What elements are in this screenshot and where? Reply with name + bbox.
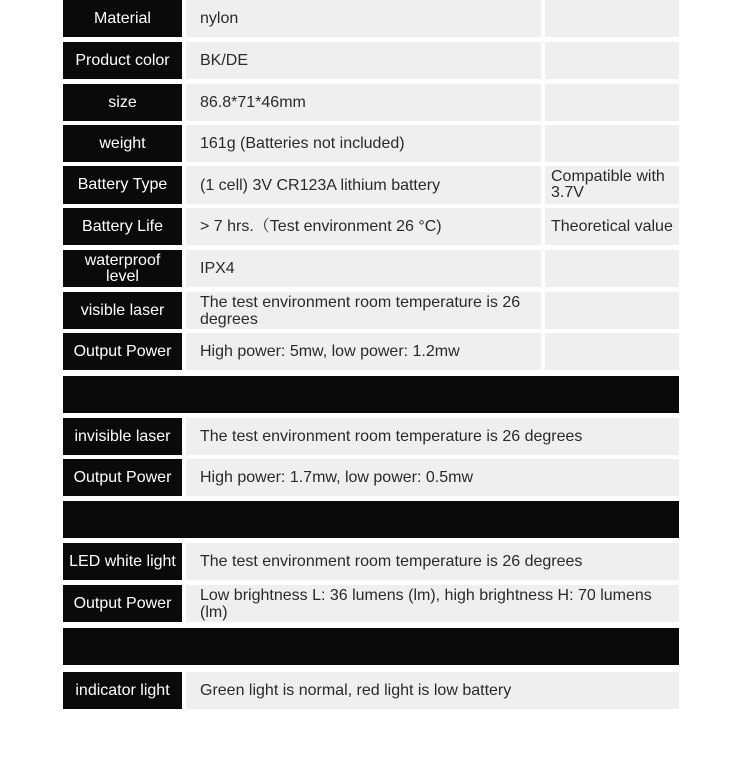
section-divider-band [63, 628, 679, 665]
section-divider-band [63, 501, 679, 538]
spec-label: Output Power [63, 585, 182, 622]
spec-value: 161g (Batteries not included) [186, 125, 541, 162]
spec-note [545, 125, 679, 162]
spec-label: indicator light [63, 672, 182, 709]
spec-label: Battery Life [63, 208, 182, 245]
spec-label: visible laser [63, 292, 182, 329]
spec-label: invisible laser [63, 418, 182, 455]
spec-label: LED white light [63, 543, 182, 580]
spec-note [545, 292, 679, 329]
spec-row-weight [63, 125, 679, 162]
spec-value: (1 cell) 3V CR123A lithium battery [186, 166, 541, 204]
spec-row-invisible-laser [63, 418, 679, 455]
spec-label: size [63, 84, 182, 121]
spec-note [545, 333, 679, 370]
spec-label: Material [63, 0, 182, 37]
spec-value: The test environment room temperature is 26 degrees [186, 292, 541, 329]
spec-row-led-output-power [63, 585, 679, 622]
spec-row-product-color [63, 42, 679, 79]
spec-value: High power: 5mw, low power: 1.2mw [186, 333, 541, 370]
spec-row-output-power [63, 333, 679, 370]
spec-value: IPX4 [186, 250, 541, 287]
spec-value: The test environment room temperature is 26 degrees [186, 418, 679, 455]
spec-value: nylon [186, 0, 541, 37]
spec-value: Green light is normal, red light is low battery [186, 672, 679, 709]
spec-label: Product color [63, 42, 182, 79]
spec-row-battery-life [63, 208, 679, 245]
spec-note [545, 42, 679, 79]
section-divider-band [63, 376, 679, 413]
spec-note: Theoretical value [545, 208, 679, 245]
spec-row-invisible-output-power [63, 459, 679, 496]
spec-value: > 7 hrs.（Test environment 26 °C) [186, 208, 541, 245]
spec-label: waterproof level [63, 250, 182, 287]
spec-note [545, 84, 679, 121]
spec-label: Output Power [63, 333, 182, 370]
spec-row-size [63, 84, 679, 121]
spec-value: BK/DE [186, 42, 541, 79]
spec-value: The test environment room temperature is 26 degrees [186, 543, 679, 580]
spec-row-visible-laser [63, 292, 679, 329]
spec-row-led-white-light [63, 543, 679, 580]
spec-row-waterproof [63, 250, 679, 287]
spec-note: Compatible with 3.7V [545, 166, 679, 204]
spec-row-material [63, 0, 679, 37]
spec-row-battery-type [63, 166, 679, 204]
spec-label: Battery Type [63, 166, 182, 204]
spec-value: 86.8*71*46mm [186, 84, 541, 121]
spec-value: High power: 1.7mw, low power: 0.5mw [186, 459, 679, 496]
spec-note [545, 250, 679, 287]
spec-note [545, 0, 679, 37]
spec-label: weight [63, 125, 182, 162]
spec-row-indicator-light [63, 672, 679, 709]
spec-value: Low brightness L: 36 lumens (lm), high brightness H: 70 lumens (lm) [186, 585, 679, 622]
spec-label: Output Power [63, 459, 182, 496]
